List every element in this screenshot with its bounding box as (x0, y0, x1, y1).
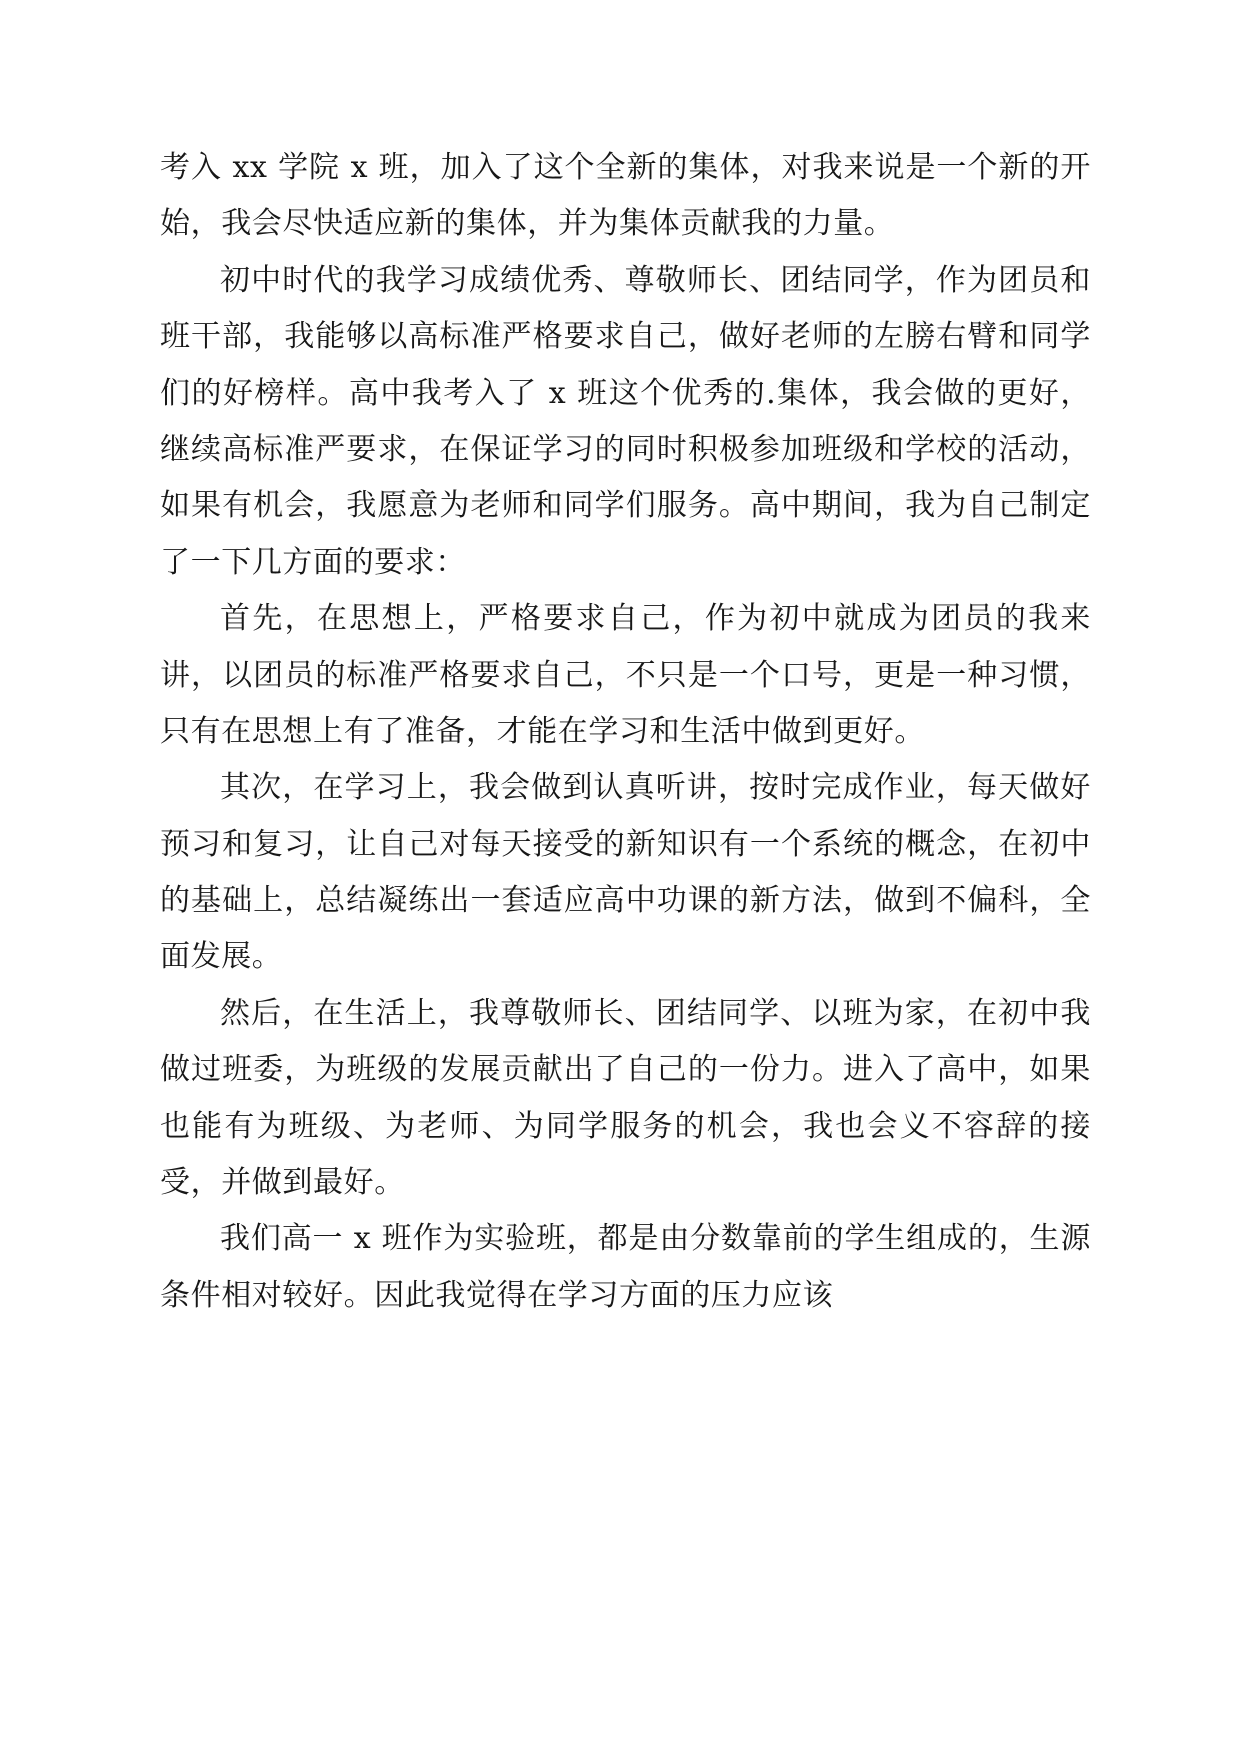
paragraph-4: 其次，在学习上，我会做到认真听讲，按时完成作业，每天做好预习和复习，让自己对每天接受的新知识有一个系统的概念，在初中的基础上，总结凝练出一套适应高中功课的新方法，做到不偏科，全面发展。 (160, 770, 1091, 975)
paragraph-6: 我们高一 x 班作为实验班，都是由分数靠前的学生组成的，生源条件相对较好。因此我觉得在学习方面的压力应该 (160, 1221, 1091, 1313)
paragraph-5: 然后，在生活上，我尊敬师长、团结同学、以班为家，在初中我做过班委，为班级的发展贡献出了自己的一份力。进入了高中，如果也能有为班级、为老师、为同学服务的机会，我也会义不容辞的接受，并做到最好。 (160, 995, 1091, 1201)
paragraph-2: 初中时代的我学习成绩优秀、尊敬师长、团结同学，作为团员和班干部，我能够以高标准严格要求自己，做好老师的左膀右臂和同学们的好榜样。高中我考入了 x 班这个优秀的.集体，我会做的更好，继续高标准严要求，在保证学习的同时积极参加班级和学校的活动，如果有机会，我愿意为老师和同学们服务。高中期间，我为自己制定了一下几方面的要求： (160, 262, 1091, 580)
paragraph-1: 考入 xx 学院 x 班，加入了这个全新的集体，对我来说是一个新的开始，我会尽快适应新的集体，并为集体贡献我的力量。 (160, 150, 1091, 242)
paragraph-3: 首先，在思想上，严格要求自己，作为初中就成为团员的我来讲，以团员的标准严格要求自己，不只是一个口号，更是一种习惯，只有在思想上有了准备，才能在学习和生活中做到更好。 (160, 601, 1091, 749)
document-text-body (160, 140, 1091, 1324)
